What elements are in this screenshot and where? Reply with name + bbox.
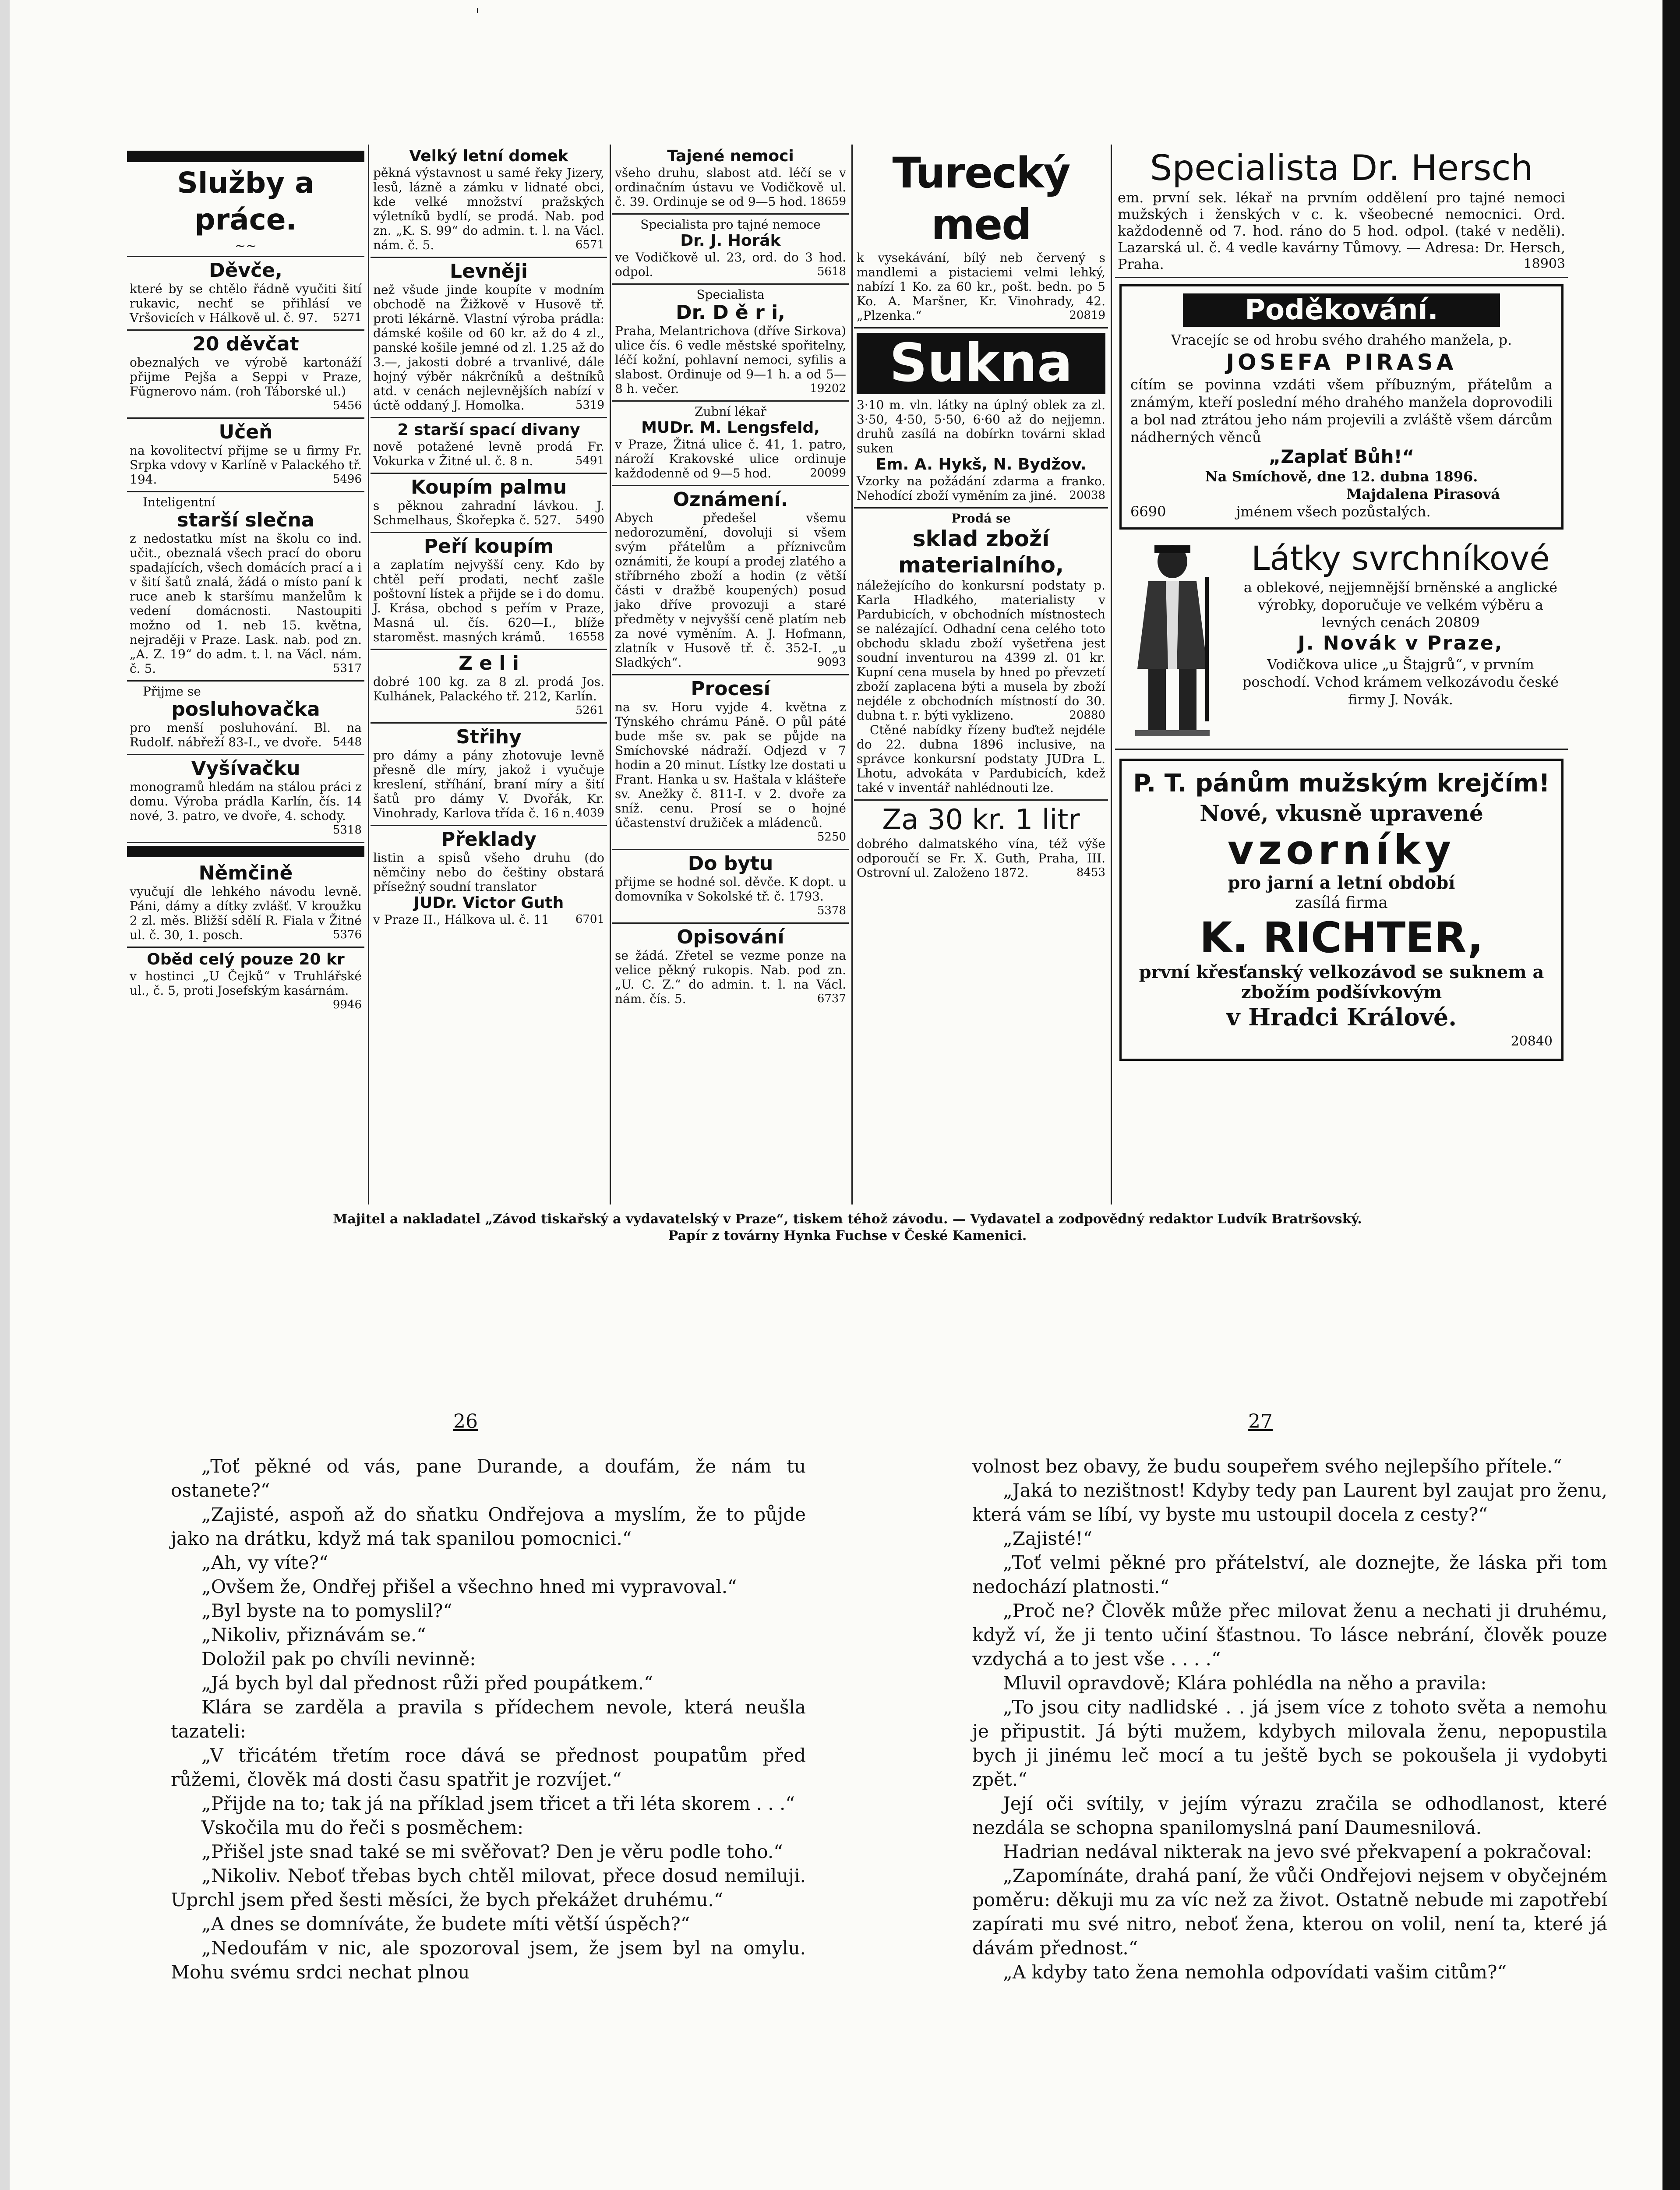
man-in-coat-illustration [1118,537,1227,739]
scan-edge-left [0,0,10,2190]
ad-za-30-kr: Za 30 kr. 1 litr dobrého dalmatského vína, též výše odporoučí se Fr. X. Guth, Praha, III. Ostrovní ul. Založeno 1872. 8453 [857,804,1105,880]
ad-richter: P. T. pánům mužským krejčím! Nové, vkusně upravené vzorníky pro jarní a letní období zasílá firma K. RICHTER, první křesťanský velkozávod se suknem a zbožím podšívkovým v Hradci Králové. 20840 [1119,759,1564,1061]
black-bar [127,846,364,857]
black-bar [127,151,364,162]
ad-obed: Oběd celý pouze 20 kr v hostinci „U Čejků“ v Truhlářské ul., č. 5, proti Josefským kasárnám. 9946 [130,950,362,1011]
advertisement-section [127,145,1568,1209]
column-rule [610,145,611,1204]
scan-edge-right [1662,0,1680,2190]
ad-strihy: Střihy pro dámy a pány zhotovuje levně přesně dle míry, jakož i vyučuje kreslení, stříhání, braní míry a šití šatů pro dámy V. Dvořák, Kr. Vinohrady, Karlova třída č. 16 n. 4039 [371,724,607,826]
ad-do-bytu: Do bytu přijme se hodné sol. děvče. K dopt. u domovníka v Sokolské tř. č. 1793. 5378 [612,850,849,924]
ad-starsi-slecna: Inteligentní starší slečna z nedostatku míst na školu co ind. učit., obeznalá všech prací do oboru spadajících, všech domácích prací a i v šití šatů znalá, žádá o místo paní k ruce aneb k staršímu manželům k vedení domácnosti. Nastoupiti možno od 1. neb 15. května, nejraději v Praze. Lask. nab. pod zn. „A. Z. 19“ do adm. t. l. na Václ. nám. č. 5. 5317 [127,492,364,682]
page-number-right: 27 [1248,1410,1273,1433]
story-text-right: volnost bez obavy, že budu soupeřem svého nejlepšího přítele.“ „Jaká to nezištnost! Kdyby tedy pan Laurent byl zaujat pro ženu, která vám se líbí, vy byste mu ustoupil docela z cesty?“ „Zajisté!“ „Toť velmi pěkné pro přátelství, ale doznejte, že láska při tom nedochází platnosti.“ „Proč ne? Člověk může přec milovat ženu a nechati ji druhému, když ví, že ji tento učiní šťastnou. To lásce nebrání, člověk pouze vzdychá a to jest vše . . . .“ Mluvil opravdově; Klára pohlédla na něho a pravila: „To jsou city nadlidské . . já jsem více z tohoto světa a nemohu je připustit. Já býti mužem, kdybych milovala ženu, nepopustila bych ji jinému leč mocí a tu ještě bych se pokoušela ji vydobyti zpět.“ Její oči svítily, v jejím výrazu zračila se odhodlanost, které nezdála se schopna spanilomyslná paní Daumesnilová. Hadrian nedával nikterak na jevo své překvapení a pokračoval: „Zapomínáte, drahá paní, že vůči Ondřejovi nejsem v obyčejném poměru: děkuji mu za víc než za život. Ostatně nebude mi zapotřebí zapírati mu své nitro, neboť žena, kterou on volil, není ta, které já dávám přednost.“ „A kdyby tato žena nemohla odpovídati vašim citům?“ [972,1455,1607,1983]
ad-turecky-med: Turecký med k vysekávání, bílý neb červený s mandlemi a pistaciemi velmi lehký, nabízí 1 Ko. za 60 kr., pošt. bedn. po 5 Ko. A. Maršner, Kr. Vinohrady, 42. „Plzenka.“ 20819 [854,145,1108,328]
ad-lengsfeld: Zubní lékař MUDr. M. Lengsfeld, v Praze, Žitná ulice č. 41, 1. patro, nároží Krakovské ulice ordinuje každodenně od 9—5 hod. 20099 [612,402,849,486]
page-number-left: 26 [453,1410,478,1433]
column-rule [851,145,853,1204]
podekovani-footer: 6690 jménem všech pozůstalých. [1130,503,1431,520]
ad-dr-deri: Specialista Dr. D ě r i, Praha, Melantrichova (dříve Sirkova) ulice čís. 6 vedle městské spořitelny, léčí kožní, pohlavní nemoci, syfilis a slabost. Ordinuje od 9—1 h. a od 5—8 h. večer. 19202 [612,285,849,402]
ads-column-3 [612,145,849,1209]
ad-oznameni: Oznámení. Abych předešel všemu nedorozumění, dovoluji si všem svým přátelům a příznivcům oznámiti, že koupí a prodej zlatého a stříbrného zboží a hodin (z větší části v dražbě koupených) posud jako dříve provozuji a staré předměty v nejvyšší ceně platím neb za nové vyměním. A. J. Hofmann, zlatník v Husově tř. č. 352-I. „u Sladkých“. 9093 [612,486,849,675]
ad-letni-domek: Velký letní domek pěkná výstavnost u samé řeky Jizery, lesů, lázně a zámku v lidnaté obci, kde velké množství pražských výletníků bydlí, se prodá. Nab. pod zn. „K. S. 99“ do admin. t. l. na Václ. nám. č. 5. 6571 [371,145,607,258]
imprint-footer: Majitel a nakladatel „Závod tiskařský a vydavatelský v Praze“, tiskem téhož závodu. — Vydavatel a zodpovědný redaktor Ludvík Bratršovský. Papír z továrny Hynka Fuchse v České Kamenici. [333,1212,1362,1243]
ad-latky [1115,536,1568,750]
ads-column-1 [127,145,364,1209]
ads-column-2 [371,145,607,1209]
ornament: ~~ [127,238,364,257]
ad-zeli: Z e l i dobré 100 kg. za 8 zl. prodá Jos. Kulhánek, Palackého tř. 212, Karlín. 5261 [371,650,607,724]
ad-vysivacku: Vyšívačku monogramů hledám na stálou práci z domu. Výroba prádla Karlín, čís. 14 nové, 3. patro, ve dvoře, 4. schody. 5318 [127,755,364,843]
ads-column-4 [854,145,1108,1209]
ad-ucen: Učeň na kovolitectví přijme se u firmy Fr. Srpka vdovy v Karlíně v Palackého tř. 194. 5496 [127,419,364,492]
ad-koupim-palmu: Koupím palmu s pěknou zahradní lávkou. J. Schmelhaus, Škořepka č. 527. 5490 [371,474,607,533]
ad-divany: 2 starší spací divany nově potažené levně prodá Fr. Vokurka v Žitné ul. č. 8 n. 5491 [371,418,607,474]
ad-tajene-nemoci: Tajené nemoci všeho druhu, slabost atd. léčí se v ordinačním ústavu ve Vodičkově ul. č. 39. Ordinuje se od 9—5 hod. 18659 [612,145,849,215]
latky-text: Látky svrchníkové a oblekové, nejjemnější brněnské a anglické výrobky, doporučuje ve velkém výběru a levných cenách 20809 J. Novák v Praze, Vodičkova ulice „u Štajgrů“, v prvním poschodí. Vchod krámem velkozávodu české firmy J. Novák. [1242,539,1559,708]
ad-levneji: Levněji než všude jinde koupíte v modním obchodě na Žižkově v Husově tř. proti lékárně. Vlastní výroba prádla: dámské košile od 60 kr. až do 4 zl., panské košile jemné od zl. 1.25 až do 3.—, jakosti dobré a trvanlivé, dále hojný výběr nákrčníků a deštníků atd. v cenách nejlevnějších nabízí v úctě oddaný J. Homolka. 5319 [371,258,607,418]
ad-opisovani: Opisování se žádá. Zřetel se vezme ponze na velice pěkný rukopis. Nab. pod zn. „U. C. Z.“ do admin. t. l. na Václ. nám. čís. 5. 6737 [615,926,846,1006]
ad-procesi: Procesí na sv. Horu vyjde 4. května z Týnského chrámu Páně. O půl páté bude mše sv. pak se půjde na Smíchovské nádraží. Odjezd v 7 hodin a 20 minut. Lístky lze dostati u Frant. Hanka u sv. Haštala v klášteře sv. Anežky č. 811-I. v 2. dvoře za sníž. cenu. Prosí se o hojné účastenství družiček a mládenců. 5250 [612,675,849,850]
ad-20-devcat: 20 děvčat obeznalých ve výrobě kartonáží přijme Pejša a Seppi v Praze, Fügnerovo nám. (roh Táborské ul.) 5456 [127,331,364,419]
ad-nemcine: Němčině vyučují dle lehkého návodu levně. Páni, dámy a dítky zvlášť. V kroužku 2 zl. měs. Bližší sdělí R. Fiala v Žitné ul. č. 30, 1. posch. 5376 [127,860,364,948]
ad-sukna: Sukna 3·10 m. vln. látky na úplný oblek za zl. 3·50, 4·50, 5·50, 6·60 až do nejjemn. druhů zasílá na dobírkn továrni sklad suken Em. A. Hykš, N. Bydžov. Vzorky na požádání zdarma a franko. Nehodící zboží vyměním za jiné. 20038 [854,328,1108,509]
ad-sklad-zbozi: Prodá se sklad zboží materialního, náležejícího do konkursní podstaty p. Karla Hladkého, materialisty v Pardubicích, v obchodních místnostech se nalézající. Odhadní cena celého toto obchodu skladu zboží vyšetřena jest soudní inventurou na 4399 zl. 01 kr. Kupní cena musela by hned po převzetí zboží zaplacena býti a musela by zboží nejdéle z obchodních místností do 30. dubna t. r. býti vyklizeno. 20880 Ctěné nabídky řízeny buďtež nejdéle do 22. dubna 1896 inclusive, na správce konkursní podstaty JUDra L. Lhotu, advokáta v Pardubicích, kdež také v inventář nahlédnouti lze. [854,509,1108,801]
ad-podekovani: Poděkování. Vracejíc se od hrobu svého drahého manžela, p. JOSEFA PIRASA cítím se povinna vzdáti všem příbuzným, přátelům a známým, kteří poslední mého drahého manžela doprovodili a bol nad ztrátou jeho nám projevili a zvláště všem dárcům nádherných věnců „Zaplať Bůh!“ Na Smíchově, dne 12. dubna 1896. Majdalena Pirasová 6690 jménem všech pozůstalých. [1119,284,1564,530]
section-title: Služby a práce. [177,166,314,237]
ad-posluhovacka: Přijme se posluhovačka pro menší posluhování. Bl. na Rudolf. nábřeží 83-I., ve dvoře. 5448 [127,682,364,755]
ad-peri-koupim: Peří koupím a zaplatím nejvyšší ceny. Kdo by chtěl peří prodati, nechť zašle poštovní lístek a přijde se i do domu. J. Krása, obchod s peřím v Praze, Masná ul. čís. 620—I., blíže staroměst. masných krámů. 16558 [371,533,607,650]
ad-dr-horak: Specialista pro tajné nemoce Dr. J. Horák ve Vodičkově ul. 23, ord. do 3 hod. odpol. 5618 [612,215,849,285]
ad-preklady: Překlady listin a spisů všeho druhu (do němčiny nebo do češtiny obstará přísežný soudní translator JUDr. Victor Guth v Praze II., Hálkova ul. č. 11 6701 [373,828,604,927]
ad-dr-hersch: Specialista Dr. Hersch em. první sek. lékař na prvním oddělení pro tajné nemoci mužských i ženských v c. k. všeobecné nemocnici. Ord. každodenně od 7. hod. ráno do 5 hod. odpol. (také v neděli). Lazarská ul. č. 4 vedle kavárny Tůmovy. — Adresa: Dr. Hersch, Praha. 18903 [1115,145,1568,278]
ads-column-5 [1115,145,1568,1209]
story-text-left: „Toť pěkné od vás, pane Durande, a doufám, že nám tu ostanete?“ „Zajisté, aspoň až do sňatku Ondřejova a myslím, že to půjde jako na drátku, když má tak spanilou pomocnici.“ „Ah, vy víte?“ „Ovšem že, Ondřej přišel a všechno hned mi vypravoval.“ „Byl byste na to pomyslil?“ „Nikoliv, přiznávám se.“ Doložil pak po chvíli nevinně: „Já bych byl dal přednost růži před poupátkem.“ Klára se zardělа a pravila s přídechem nevole, která neušla tazateli: „V třicátém třetím roce dává se přednost poupatům před růžemi, člověk má dosti času spatřit je rozvíjet.“ „Přijde na to; tak já na příklad jsem třicet a tři léta skorem . . .“ Vskočila mu do řeči s posměchem: „Přišel jste snad také se mi svěřovat? Den je věru podle toho.“ „Nikoliv. Neboť třebas bych chtěl milovat, přece dosud nemiluji. Uprchl jsem před šesti měsíci, že bych překážet druhému.“ „A dnes se domníváte, že budete míti větší úspěch?“ „Nedoufám v nic, ale spozoroval jsem, že jsem byl na omylu. Mohu svému srdci nechat plnou [171,1455,806,1983]
column-rule [368,145,369,1204]
ad-devce: Děvče, které by se chtělo řádně vyučiti šití rukavic, nechť se přihlásí ve Vršovicích v Hálkově ul. č. 97. 5271 [127,257,364,331]
header-mark: ' [475,5,480,25]
column-rule [1111,145,1112,1204]
